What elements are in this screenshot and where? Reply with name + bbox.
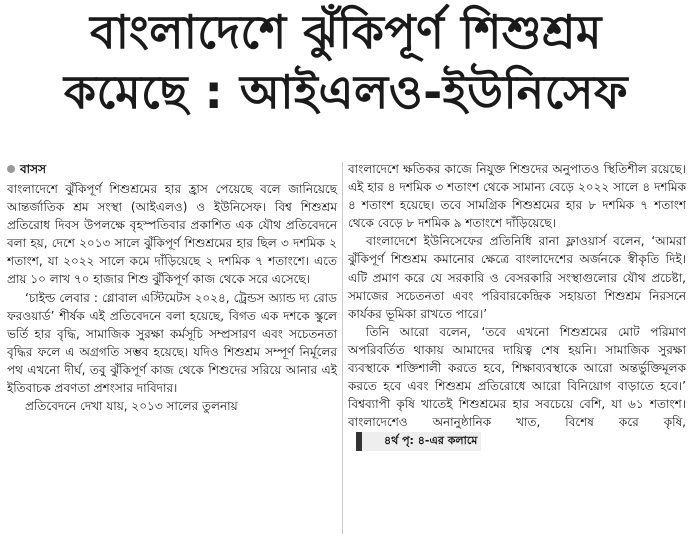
byline-text: বাসস	[20, 161, 47, 176]
left-column	[7, 160, 337, 415]
paragraph: প্রতিবেদনে দেখা যায়, ২০১৩ সালের তুলনায়	[25, 399, 238, 414]
headline-line-1: বাংলাদেশে ঝুঁকিপূর্ণ শিশুশ্রম	[90, 5, 602, 59]
paragraph-text: তিনি আরো বলেন, ‘তবে এখনো শিশুশ্রমের মোট পরিমাণ অপরিবর্তিত থাকায় আমাদের দায়িত্ব শেষ হয়নি। সামাজিক সুরক্ষা ব্যবস্থাকে শক্তিশালী করতে হবে, শিক্ষাব্যবস্থাকে আরো অন্তর্ভুক্তিমূলক করতে হবে এবং শিশুশ্রম প্রতিরোধে আরো বিনিয়োগ বাড়াতে হবে।’ বিশ্বব্যাপী কৃষি খাতেই শিশুশ্রমের হার সবচেয়ে বেশি, যা ৬১ শতাংশ। বাংলাদেশেও অনানুষ্ঠানিক খাত, বিশেষ করে কৃষি,	[348, 324, 686, 430]
headline	[0, 2, 692, 122]
continued-on-page-label: ৪র্থ পৃ: ৪-এর কলামে	[356, 432, 481, 450]
bullet-icon	[7, 165, 15, 173]
paragraph: বাংলাদেশে ক্ষতিকর কাজে নিযুক্ত শিশুদের অনুপাতও স্থিতিশীল রয়েছে। এই হার ৪ দশমিক ৩ শতাংশ থেকে সামান্য বেড়ে ২০২২ সালে ৪ দশমিক ৪ শতাংশ হয়েছে। তবে সামগ্রিক শিশুশ্রমের হার ৮ দশমিক ৭ শতাংশ থেকে বেড়ে ৮ দশমিক ৯ শতাংশে দাঁড়িয়েছে।	[348, 162, 686, 231]
byline	[7, 160, 337, 178]
paragraph: বাংলাদেশে ঝুঁকিপূর্ণ শিশুশ্রমের হার হ্রাস পেয়েছে বলে জানিয়েছে আন্তর্জাতিক শ্রম সংস্থা (আইএলও) ও ইউনিসেফ। বিশ্ব শিশুশ্রম প্রতিরোধ দিবস উপলক্ষে বৃহস্পতিবার প্রকাশিত এক যৌথ প্রতিবেদনে বলা হয়, দেশে ২০১৩ সালে ঝুঁকিপূর্ণ শিশুশ্রমের হার ছিল ৩ দশমিক ২ শতাংশ, যা ২০২২ সালে কমে দাঁড়িয়েছে ২ দশমিক ৭ শতাংশে। এতে প্রায় ১০ লাখ ৭০ হাজার শিশু ঝুঁকিপূর্ণ কাজ থেকে সরে এসেছে।	[7, 182, 337, 287]
column-divider	[342, 162, 343, 534]
headline-line-2: কমেছে : আইএলও-ইউনিসেফ	[63, 65, 629, 119]
paragraph: ‘চাইল্ড লেবার : গ্লোবাল এস্টিমেটস ২০২৪, ট্রেন্ডস অ্যান্ড দ্য রোড ফরওয়ার্ড’ শীর্ষক এই প্রতিবেদনে বলা হয়েছে, বিগত এক দশকে স্কুলে ভর্তি হার বৃদ্ধি, সামাজিক সুরক্ষা কর্মসূচি সম্প্রসারণ এবং সচেতনতা বৃদ্ধির ফলে এ অগ্রগতি সম্ভব হয়েছে। যদিও শিশুশ্রম সম্পূর্ণ নির্মূলের পথ এখনো দীর্ঘ, তবু ঝুঁকিপূর্ণ কাজ থেকে শিশুদের সরিয়ে আনার এই ইতিবাচক প্রবণতা প্রশংসার দাবিদার।	[7, 290, 337, 396]
paragraph: বাংলাদেশে ইউনিসেফের প্রতিনিধি রানা ফ্লাওয়ার্স বলেন, ‘আমরা ঝুঁকিপূর্ণ শিশুশ্রম কমানোর ক্ষেত্রে বাংলাদেশের অর্জনকে স্বীকৃতি দিই। এটি প্রমাণ করে যে সরকারি ও বেসরকারি সংস্থাগুলোর যৌথ প্রচেষ্টা, সমাজের সচেতনতা এবং পরিবারকেন্দ্রিক সহায়তা শিশুশ্রম নিরসনে কার্যকর ভূমিকা রাখতে পারে।’	[348, 234, 686, 321]
right-column	[348, 160, 686, 451]
paragraph	[348, 323, 686, 451]
